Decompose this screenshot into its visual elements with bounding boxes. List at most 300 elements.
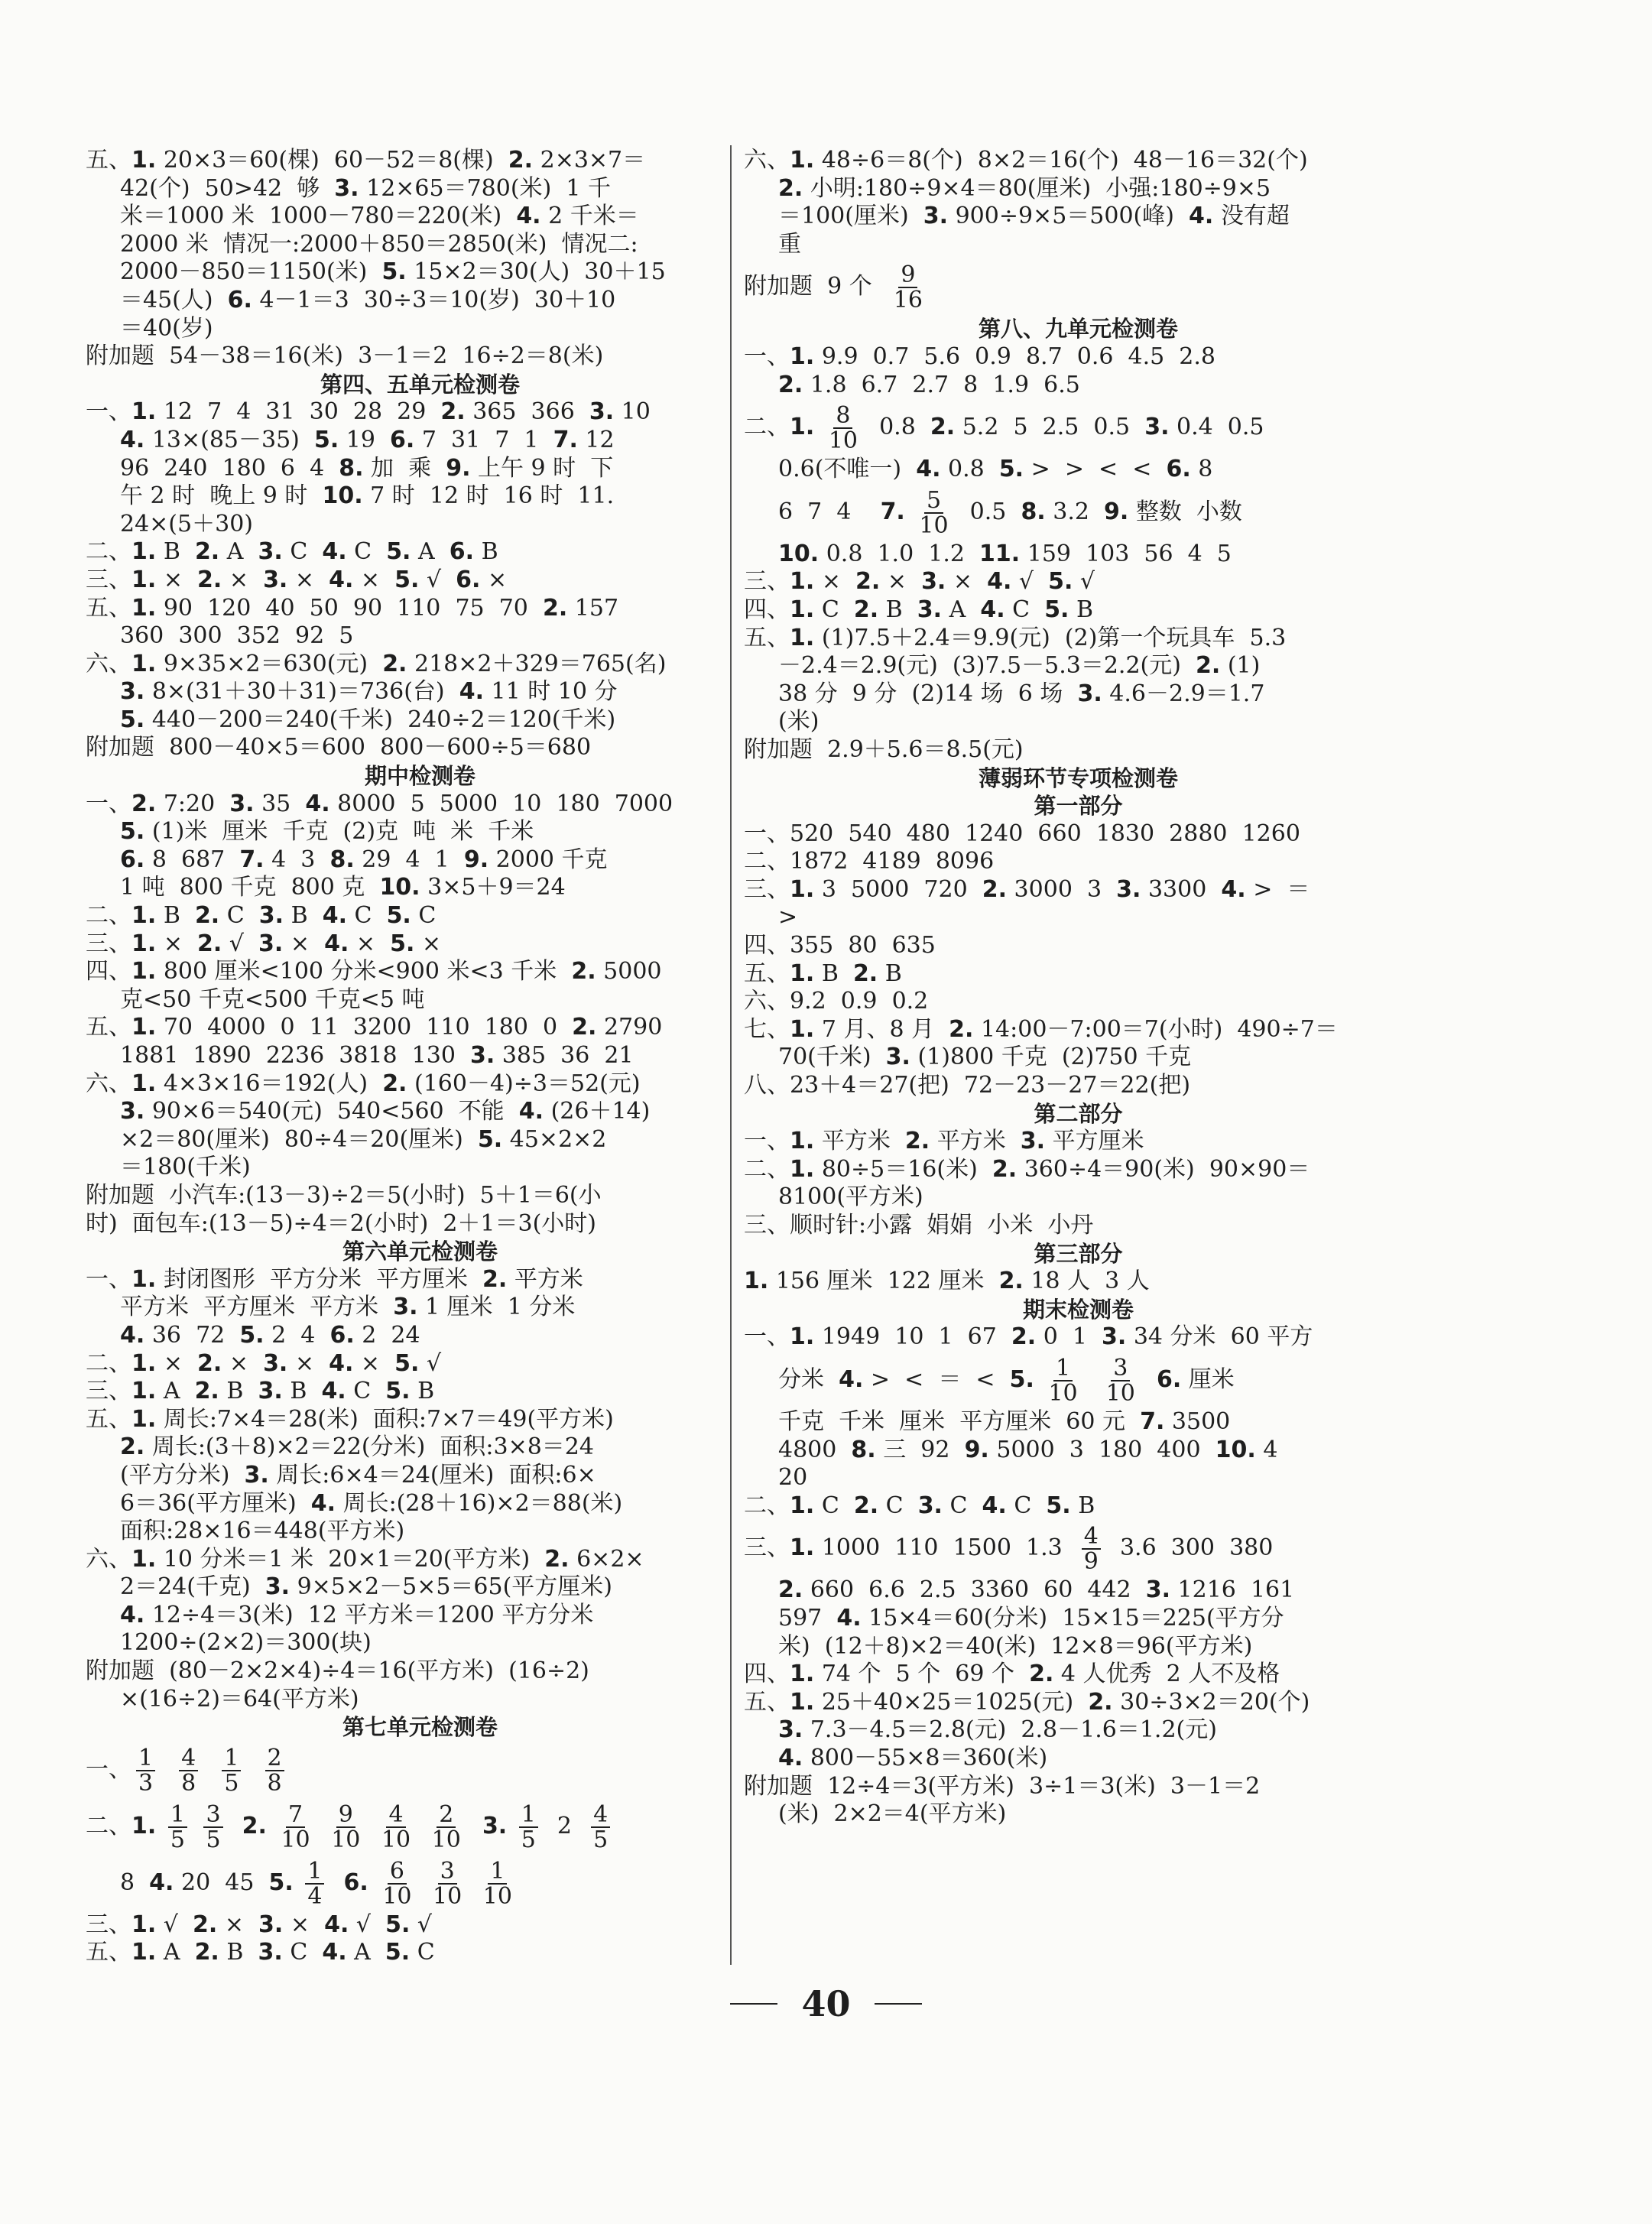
answer-line: 三、1. 1000 110 1500 1.3 $\frac{4}{9}$ 3.6 300 380: [744, 1523, 1274, 1576]
question-number: 3.: [470, 1042, 495, 1069]
question-number: 2.: [482, 1265, 508, 1293]
question-number: 5.: [268, 1868, 294, 1896]
answer-line: (米) 2×2＝4(平方米): [778, 1800, 1007, 1828]
question-number: 1.: [790, 1015, 815, 1043]
question-number: 4.: [980, 596, 1005, 623]
answer-line: 八、23＋4＝27(把) 72－23－27＝22(把): [744, 1072, 1191, 1099]
section-heading: 第一部分: [1034, 793, 1123, 820]
question-number: 4.: [305, 790, 330, 817]
question-number: 4.: [1189, 203, 1214, 230]
question-number: 2.: [1029, 1661, 1054, 1688]
answer-line: 附加题 12÷4＝3(平方米) 3÷1＝3(米) 3－1＝2: [744, 1772, 1261, 1800]
answer-line: 二、1. $\frac{1}{5}$ $\frac{3}{5}$ 2. $\frac{7}{10}$ $\frac{9}{10}$ $\frac{4}{10}$ $\frac{2}{10}$ 3. $\frac{1}{5}$ 2 $\frac{4}{5}$: [86, 1798, 755, 1855]
question-number: 2.: [930, 414, 956, 441]
question-number: 5.: [239, 1321, 265, 1349]
question-number: 4.: [982, 1492, 1007, 1519]
fraction: $\frac{8}{10}$: [828, 402, 858, 455]
answer-line: 三、1. √ 2. × 3. × 4. √ 5. √: [86, 1911, 433, 1938]
question-number: 6.: [1166, 456, 1191, 483]
fraction: $\frac{1}{4}$: [305, 1859, 324, 1908]
answer-line: 3. 90×6＝540(元) 540<560 不能 4. (26＋14): [120, 1098, 651, 1125]
answer-line: 一、1. 平方米 2. 平方米 3. 平方厘米: [744, 1128, 1144, 1155]
answer-line: 一、520 540 480 1240 660 1830 2880 1260: [744, 820, 1300, 847]
question-number: 3.: [263, 566, 288, 593]
question-number: 1.: [131, 1911, 157, 1938]
question-number: 1.: [790, 1661, 815, 1688]
answer-line: 五、1. 70 4000 0 11 3200 110 180 0 2. 2790: [86, 1014, 663, 1041]
answer-line: 360 300 352 92 5: [120, 622, 354, 650]
question-number: 5.: [1048, 568, 1073, 596]
question-number: 1.: [131, 1070, 157, 1097]
fraction: $\frac{3}{10}$: [433, 1857, 462, 1910]
question-number: 5.: [385, 1378, 411, 1405]
question-number: 1.: [131, 1349, 157, 1377]
answer-line: 三、1. × 2. √ 3. × 4. × 5. ×: [86, 930, 442, 957]
answer-line: 三、1. 3 5000 720 2. 3000 3 3. 3300 4. > ＝: [744, 875, 1310, 903]
question-number: 5.: [120, 818, 145, 846]
section-heading: 第八、九单元检测卷: [978, 316, 1178, 343]
question-number: 1.: [790, 624, 815, 651]
answer-line: 四、1. 800 厘米<100 分米<900 米<3 千米 2. 5000: [86, 958, 662, 985]
question-number: 1.: [131, 1014, 157, 1041]
question-number: 2.: [382, 650, 407, 677]
question-number: 10.: [1215, 1436, 1256, 1463]
question-number: 3.: [120, 1098, 145, 1125]
question-number: 1.: [744, 1268, 769, 1295]
answer-line: 分米 4. > < ＝ < 5. $\frac{1}{10}$ $\frac{3}{10}$ 6. 厘米: [778, 1354, 1235, 1407]
question-number: 3.: [258, 930, 284, 957]
question-number: 1.: [131, 1939, 157, 1966]
question-number: 4.: [516, 203, 541, 230]
question-number: 2.: [120, 1433, 145, 1461]
answer-line: 1881 1890 2236 3818 130 3. 385 36 21: [120, 1042, 634, 1069]
answer-line: 5. 440－200＝240(千米) 240÷2＝120(千米): [120, 706, 616, 733]
question-number: 4.: [839, 1365, 864, 1393]
question-number: 2.: [194, 902, 220, 930]
answer-line: 千克 千米 厘米 平方厘米 60 元 7. 3500: [778, 1407, 1231, 1435]
answer-line: 五、1. 周长:7×4＝28(米) 面积:7×7＝49(平方米): [86, 1405, 614, 1433]
question-number: 4.: [322, 902, 347, 930]
question-number: 3.: [244, 1461, 269, 1489]
question-number: 1.: [131, 1545, 157, 1573]
question-number: 2.: [778, 1576, 803, 1604]
question-number: 1.: [131, 930, 157, 957]
question-number: 3.: [258, 902, 284, 930]
question-number: 5.: [385, 1939, 411, 1966]
question-number: 1.: [131, 1405, 157, 1433]
answer-line: 4800 8. 三 92 9. 5000 3 180 400 10. 4: [778, 1436, 1278, 1463]
question-number: 3.: [917, 1492, 943, 1519]
question-number: 4.: [322, 538, 347, 566]
answer-line: 五、1. B 2. B: [744, 959, 902, 987]
answer-line: 平方米 平方厘米 平方米 3. 1 厘米 1 分米: [120, 1294, 576, 1321]
answer-line: 6 7 4 7. $\frac{5}{10}$ 0.5 8. 3.2 9. 整数 小数: [778, 486, 1242, 539]
question-number: 4.: [149, 1868, 174, 1896]
question-number: 2.: [542, 594, 568, 622]
question-number: 4.: [120, 1321, 145, 1349]
section-heading: 第六单元检测卷: [342, 1239, 498, 1265]
section-heading: 第七单元检测卷: [342, 1714, 498, 1741]
fraction: $\frac{3}{5}$: [203, 1803, 222, 1852]
question-number: 2.: [949, 1015, 974, 1043]
question-number: 3.: [778, 1716, 803, 1744]
question-number: 8.: [851, 1436, 876, 1463]
answer-line: 二、1. B 2. A 3. C 4. C 5. A 6. B: [86, 538, 498, 566]
answer-line: 6. 8 687 7. 4 3 8. 29 4 1 9. 2000 千克: [120, 846, 608, 873]
question-number: 9.: [463, 846, 489, 873]
answer-line: 4. 13×(85－35) 5. 19 6. 7 31 7 1 7. 12: [120, 426, 615, 453]
question-number: 9.: [964, 1436, 989, 1463]
question-number: 5.: [1009, 1365, 1034, 1393]
question-number: 1.: [790, 1688, 815, 1716]
answer-line: 2. 660 6.6 2.5 3360 60 442 3. 1216 161: [778, 1576, 1295, 1604]
answer-line: 三、1. × 2. × 3. × 4. √ 5. √: [744, 568, 1095, 596]
question-number: 2.: [197, 566, 222, 593]
question-number: 1.: [790, 959, 815, 987]
question-number: 7.: [1140, 1407, 1165, 1435]
answer-line: 一、2. 7:20 3. 35 4. 8000 5 5000 10 180 7000: [86, 790, 673, 817]
answer-line: 六、9.2 0.9 0.2: [744, 988, 929, 1015]
answer-line: 4. 800－55×8＝360(米): [778, 1744, 1048, 1771]
question-number: 6.: [449, 538, 475, 566]
question-number: 3.: [885, 1044, 910, 1071]
question-number: 2.: [544, 1545, 570, 1573]
question-number: 2.: [197, 1349, 222, 1377]
question-number: 2.: [194, 538, 220, 566]
answer-line: 1 吨 800 千克 800 克 10. 3×5＋9＝24: [120, 874, 566, 901]
answer-line: 二、1. B 2. C 3. B 4. C 5. C: [86, 902, 437, 930]
question-number: 2.: [242, 1812, 267, 1839]
question-number: 5.: [1044, 596, 1069, 623]
question-number: 2.: [131, 790, 157, 817]
question-number: 5.: [1046, 1492, 1071, 1519]
question-number: 3.: [258, 1378, 283, 1405]
question-number: 4.: [987, 568, 1012, 596]
answer-line: 4. 36 72 5. 2 4 6. 2 24: [120, 1321, 420, 1349]
question-number: 9.: [446, 454, 471, 482]
fraction: $\frac{1}{3}$: [136, 1746, 155, 1795]
question-number: 5.: [394, 566, 420, 593]
question-number: 2.: [193, 1911, 218, 1938]
answer-line: 三、顺时针:小露 娟娟 小米 小丹: [744, 1212, 1094, 1239]
answer-line: 五、1. (1)7.5＋2.4＝9.9(元) (2)第一个玩具车 5.3: [744, 624, 1287, 651]
answer-line: (米): [778, 708, 820, 735]
question-number: 2.: [508, 147, 534, 174]
question-number: 1.: [790, 1323, 815, 1351]
question-number: 3.: [265, 1573, 290, 1601]
answer-line: 附加题 (80－2×2×4)÷4＝16(平方米) (16÷2): [86, 1657, 589, 1685]
question-number: 10.: [778, 540, 820, 567]
question-number: 6.: [456, 566, 481, 593]
question-number: 3.: [258, 538, 283, 566]
question-number: 6.: [343, 1868, 368, 1896]
question-number: 3.: [917, 596, 943, 623]
question-number: 5.: [385, 1911, 411, 1938]
question-number: 6.: [1156, 1365, 1182, 1393]
question-number: 1.: [131, 398, 157, 426]
question-number: 3.: [1102, 1323, 1127, 1351]
question-number: 2.: [855, 568, 881, 596]
left-answer-column: [86, 147, 755, 1967]
answer-line: 2000－850＝1150(米) 5. 15×2＝30(人) 30＋15: [120, 258, 666, 286]
answer-line: 附加题 2.9＋5.6＝8.5(元): [744, 735, 1024, 763]
page-number: 40: [801, 1983, 851, 2024]
answer-line: 2. 1.8 6.7 2.7 8 1.9 6.5: [778, 371, 1080, 398]
question-number: 2.: [998, 1268, 1024, 1295]
question-number: 1.: [790, 1155, 815, 1183]
answer-line: 面积:28×16＝448(平方米): [120, 1518, 405, 1545]
question-number: 10.: [322, 482, 363, 510]
question-number: 3.: [1116, 875, 1141, 903]
answer-line: 1. 156 厘米 122 厘米 2. 18 人 3 人: [744, 1268, 1150, 1295]
question-number: 3.: [1145, 1576, 1170, 1604]
fraction: $\frac{1}{10}$: [1048, 1354, 1078, 1407]
question-number: 1.: [131, 1812, 157, 1839]
answer-line: 六、1. 10 分米＝1 米 20×1＝20(平方米) 2. 6×2×: [86, 1545, 644, 1573]
answer-line: －2.4＝2.9(元) (3)7.5－5.3＝2.2(元) 2. (1): [778, 652, 1261, 680]
question-number: 4.: [916, 456, 941, 483]
question-number: 5.: [394, 1349, 420, 1377]
fraction: $\frac{1}{5}$: [519, 1803, 538, 1852]
answer-line: 重: [778, 230, 801, 258]
answer-line: 二、1. × 2. × 3. × 4. × 5. √: [86, 1349, 442, 1377]
question-number: 3.: [589, 398, 615, 426]
answer-line: 五、1. A 2. B 3. C 4. A 5. C: [86, 1939, 435, 1966]
question-number: 1.: [131, 958, 157, 985]
section-heading: 期中检测卷: [364, 763, 475, 790]
question-number: 5.: [386, 538, 411, 566]
question-number: 9.: [1104, 498, 1129, 525]
section-heading: 期末检测卷: [1022, 1296, 1134, 1323]
fraction: $\frac{2}{10}$: [431, 1800, 461, 1853]
answer-line: 2000 米 情况一:2000＋850＝2850(米) 情况二:: [120, 230, 638, 258]
question-number: 3.: [923, 203, 949, 230]
question-number: 1.: [790, 1534, 815, 1562]
question-number: 2.: [572, 1014, 597, 1041]
answer-line: 2. 小明:180÷9×4＝80(厘米) 小强:180÷9×5: [778, 174, 1271, 202]
question-number: 7.: [553, 426, 578, 453]
fraction: $\frac{1}{5}$: [168, 1803, 187, 1852]
answer-line: 米) (12＋8)×2＝40(米) 12×8＝96(平方米): [778, 1632, 1253, 1660]
question-number: 3.: [258, 1939, 283, 1966]
answer-line: 二、1872 4189 8096: [744, 848, 995, 875]
question-number: 4.: [324, 930, 349, 957]
question-number: 2.: [853, 596, 879, 623]
question-number: 3.: [1077, 680, 1102, 707]
question-number: 2.: [194, 1378, 219, 1405]
answer-line: 克<50 千克<500 千克<5 吨: [120, 985, 425, 1013]
answer-line: 一、1. 9.9 0.7 5.6 0.9 8.7 0.6 4.5 2.8: [744, 343, 1216, 370]
answer-line: 五、1. 25＋40×25＝1025(元) 2. 30÷3×2＝20(个): [744, 1688, 1310, 1716]
question-number: 5.: [390, 930, 415, 957]
question-number: 1.: [131, 650, 157, 677]
fraction: $\frac{2}{8}$: [265, 1746, 284, 1795]
answer-line: ＝45(人) 6. 4－1＝3 30÷3＝10(岁) 30＋10: [120, 286, 616, 313]
answer-line: 42(个) 50>42 够 3. 12×65＝780(米) 1 千: [120, 174, 611, 202]
answer-line: 96 240 180 6 4 8. 加 乘 9. 上午 9 时 下: [120, 454, 614, 482]
answer-line: 5. (1)米 厘米 千克 (2)克 吨 米 千米: [120, 818, 534, 846]
question-number: 4.: [518, 1098, 544, 1125]
footer-dash-right: [875, 2003, 922, 2005]
answer-line: 五、1. 20×3＝60(棵) 60－52＝8(棵) 2. 2×3×7＝: [86, 147, 646, 174]
question-number: 2.: [1196, 652, 1221, 680]
question-number: 3.: [1020, 1128, 1046, 1155]
answer-line: 70(千米) 3. (1)800 千克 (2)750 千克: [778, 1044, 1192, 1071]
answer-line: 一、1. 12 7 4 31 30 28 29 2. 365 366 3. 10: [86, 398, 651, 426]
question-number: 11.: [979, 540, 1021, 567]
question-number: 1.: [131, 538, 157, 566]
answer-line: 附加题 小汽车:(13－3)÷2＝5(小时) 5＋1＝6(小: [86, 1181, 602, 1209]
question-number: 2.: [778, 371, 803, 398]
right-answer-column: [744, 147, 1413, 1829]
section-heading: 第二部分: [1034, 1100, 1123, 1127]
question-number: 7.: [239, 846, 265, 873]
answer-line: 二、1. 80÷5＝16(米) 2. 360÷4＝90(米) 90×90＝: [744, 1155, 1310, 1183]
question-number: 4.: [329, 1349, 354, 1377]
fraction: $\frac{9}{10}$: [331, 1800, 361, 1853]
fraction: $\frac{3}{10}$: [1105, 1354, 1135, 1407]
question-number: 10.: [379, 874, 420, 901]
answer-line: ＝40(岁): [120, 314, 213, 342]
section-heading: 薄弱环节专项检测卷: [978, 765, 1178, 791]
fraction: $\frac{4}{9}$: [1082, 1524, 1101, 1573]
section-heading: 第三部分: [1034, 1240, 1123, 1267]
fraction: $\frac{4}{10}$: [381, 1800, 411, 1853]
answer-line: 三、1. × 2. × 3. × 4. × 5. √ 6. ×: [86, 566, 508, 593]
answer-line: 午 2 时 晚上 9 时 10. 7 时 12 时 16 时 11.: [120, 482, 615, 510]
question-number: 2.: [992, 1155, 1017, 1183]
answer-line: 五、1. 90 120 40 50 90 110 75 70 2. 157: [86, 594, 619, 622]
question-number: 8.: [329, 846, 355, 873]
answer-line: 米＝1000 米 1000－780＝220(米) 4. 2 千米＝: [120, 203, 639, 230]
question-number: 2.: [982, 875, 1008, 903]
question-number: 6.: [390, 426, 415, 453]
question-number: 3.: [263, 1349, 288, 1377]
answer-line: 一、1. 1949 10 1 67 2. 0 1 3. 34 分米 60 平方: [744, 1323, 1313, 1351]
question-number: 1.: [131, 594, 157, 622]
question-number: 1.: [790, 875, 815, 903]
answer-line: 时) 面包车:(13－5)÷4＝2(小时) 2＋1＝3(小时): [86, 1209, 597, 1237]
question-number: 3.: [482, 1812, 508, 1839]
question-number: 2.: [194, 1939, 219, 1966]
question-number: 1.: [131, 1265, 157, 1293]
question-number: 4.: [836, 1604, 862, 1631]
answer-line: 附加题 9 个 $\frac{9}{16}$: [744, 258, 1413, 315]
answer-line: 四、1. 74 个 5 个 69 个 2. 4 人优秀 2 人不及格: [744, 1661, 1280, 1688]
answer-line: 六、1. 9×35×2＝630(元) 2. 218×2＋329＝765(名): [86, 650, 667, 677]
question-number: 5.: [477, 1125, 503, 1153]
answer-line: 24×(5＋30): [120, 510, 253, 537]
fraction: $\frac{9}{16}$: [893, 261, 923, 314]
answer-line: 四、1. C 2. B 3. A 4. C 5. B: [744, 596, 1094, 623]
answer-line: 38 分 9 分 (2)14 场 6 场 3. 4.6－2.9＝1.7: [778, 680, 1265, 707]
answer-line: ×(16÷2)＝64(平方米): [120, 1685, 359, 1713]
answer-line: 六、1. 4×3×16＝192(人) 2. (160－4)÷3＝52(元): [86, 1070, 641, 1097]
question-number: 5.: [386, 902, 411, 930]
answer-line: 二、1. C 2. C 3. C 4. C 5. B: [744, 1492, 1095, 1519]
question-number: 1.: [131, 902, 157, 930]
question-number: 1.: [790, 147, 815, 174]
question-number: 4.: [778, 1744, 803, 1771]
answer-line: 附加题 54－38＝16(米) 3－1＝2 16÷2＝8(米): [86, 343, 604, 370]
answer-line: 四、355 80 635: [744, 932, 936, 959]
question-number: 8.: [339, 454, 364, 482]
answer-line: (平方分米) 3. 周长:6×4＝24(厘米) 面积:6×: [120, 1461, 596, 1489]
answer-line: >: [778, 904, 798, 931]
question-number: 8.: [1021, 498, 1046, 525]
page-footer: [0, 1983, 1652, 2029]
answer-line: 8 4. 20 45 5. $\frac{1}{4}$ 6. $\frac{6}{10}$ $\frac{3}{10}$ $\frac{1}{10}$: [86, 1855, 755, 1911]
answer-line: 8100(平方米): [778, 1183, 923, 1211]
question-number: 2.: [904, 1128, 930, 1155]
question-number: 3.: [258, 1911, 284, 1938]
question-number: 2.: [382, 1070, 407, 1097]
question-number: 2.: [197, 930, 222, 957]
answer-line: ＝100(厘米) 3. 900÷9×5＝500(峰) 4. 没有超: [778, 203, 1290, 230]
question-number: 2.: [440, 398, 466, 426]
question-number: 2.: [852, 959, 878, 987]
answer-line: 二、1. $\frac{8}{10}$ 0.8 2. 5.2 5 2.5 0.5 3. 0.4 0.5: [744, 402, 1264, 455]
question-number: 5.: [313, 426, 339, 453]
question-number: 4.: [1221, 875, 1246, 903]
question-number: 4.: [459, 678, 484, 706]
answer-line: ＝180(千米): [120, 1154, 251, 1181]
answer-line: 597 4. 15×4＝60(分米) 15×15＝225(平方分: [778, 1604, 1284, 1631]
question-number: 7.: [880, 498, 905, 525]
section-heading: 第四、五单元检测卷: [320, 371, 520, 398]
question-number: 2.: [1011, 1323, 1037, 1351]
question-number: 1.: [790, 596, 815, 623]
answer-line: 20: [778, 1464, 808, 1492]
answer-line: 3. 7.3－4.5＝2.8(元) 2.8－1.6＝1.2(元): [778, 1716, 1217, 1744]
question-number: 2.: [778, 174, 803, 202]
answer-line: 一、 $\frac{1}{3}$ $\frac{4}{8}$ $\frac{1}{5}$ $\frac{2}{8}$: [86, 1742, 755, 1798]
question-number: 3.: [229, 790, 255, 817]
fraction: $\frac{5}{10}$: [919, 486, 949, 539]
answer-line: 1200÷(2×2)＝300(块): [120, 1629, 372, 1657]
answer-line: 附加题 800－40×5＝600 800－600÷5＝680: [86, 734, 592, 761]
answer-line: 七、1. 7 月、8 月 2. 14:00－7:00＝7(小时) 490÷7＝: [744, 1015, 1338, 1043]
answer-line: 三、1. A 2. B 3. B 4. C 5. B: [86, 1378, 435, 1405]
answer-line: 2＝24(千克) 3. 9×5×2－5×5＝65(平方厘米): [120, 1573, 612, 1601]
question-number: 4.: [329, 566, 354, 593]
question-number: 3.: [120, 678, 145, 706]
question-number: 1.: [790, 414, 815, 441]
question-number: 1.: [790, 343, 815, 370]
question-number: 3.: [334, 174, 359, 202]
answer-line: 4. 12÷4＝3(米) 12 平方米＝1200 平方分米: [120, 1601, 594, 1628]
question-number: 1.: [790, 568, 815, 596]
question-number: 2.: [1088, 1688, 1113, 1716]
answer-line: 6＝36(平方厘米) 4. 周长:(28＋16)×2＝88(米): [120, 1489, 623, 1517]
fraction: $\frac{1}{10}$: [482, 1857, 512, 1910]
column-divider: [730, 145, 732, 1965]
question-number: 1.: [790, 1492, 815, 1519]
question-number: 2.: [571, 958, 596, 985]
fraction: $\frac{1}{5}$: [222, 1746, 241, 1795]
fraction: $\frac{4}{8}$: [179, 1746, 198, 1795]
question-number: 3.: [921, 568, 946, 596]
question-number: 1.: [131, 566, 157, 593]
fraction: $\frac{7}{10}$: [281, 1800, 310, 1853]
answer-line: ×2＝80(厘米) 80÷4＝20(厘米) 5. 45×2×2: [120, 1125, 607, 1153]
answer-line: 一、1. 封闭图形 平方分米 平方厘米 2. 平方米: [86, 1265, 583, 1293]
question-number: 4.: [120, 1601, 145, 1628]
question-number: 4.: [324, 1911, 349, 1938]
answer-line: 3. 8×(31＋30＋31)＝736(台) 4. 11 时 10 分: [120, 678, 618, 706]
answer-line: 六、1. 48÷6＝8(个) 8×2＝16(个) 48－16＝32(个): [744, 147, 1308, 174]
answer-line: 0.6(不唯一) 4. 0.8 5. > > < < 6. 8: [778, 456, 1213, 483]
